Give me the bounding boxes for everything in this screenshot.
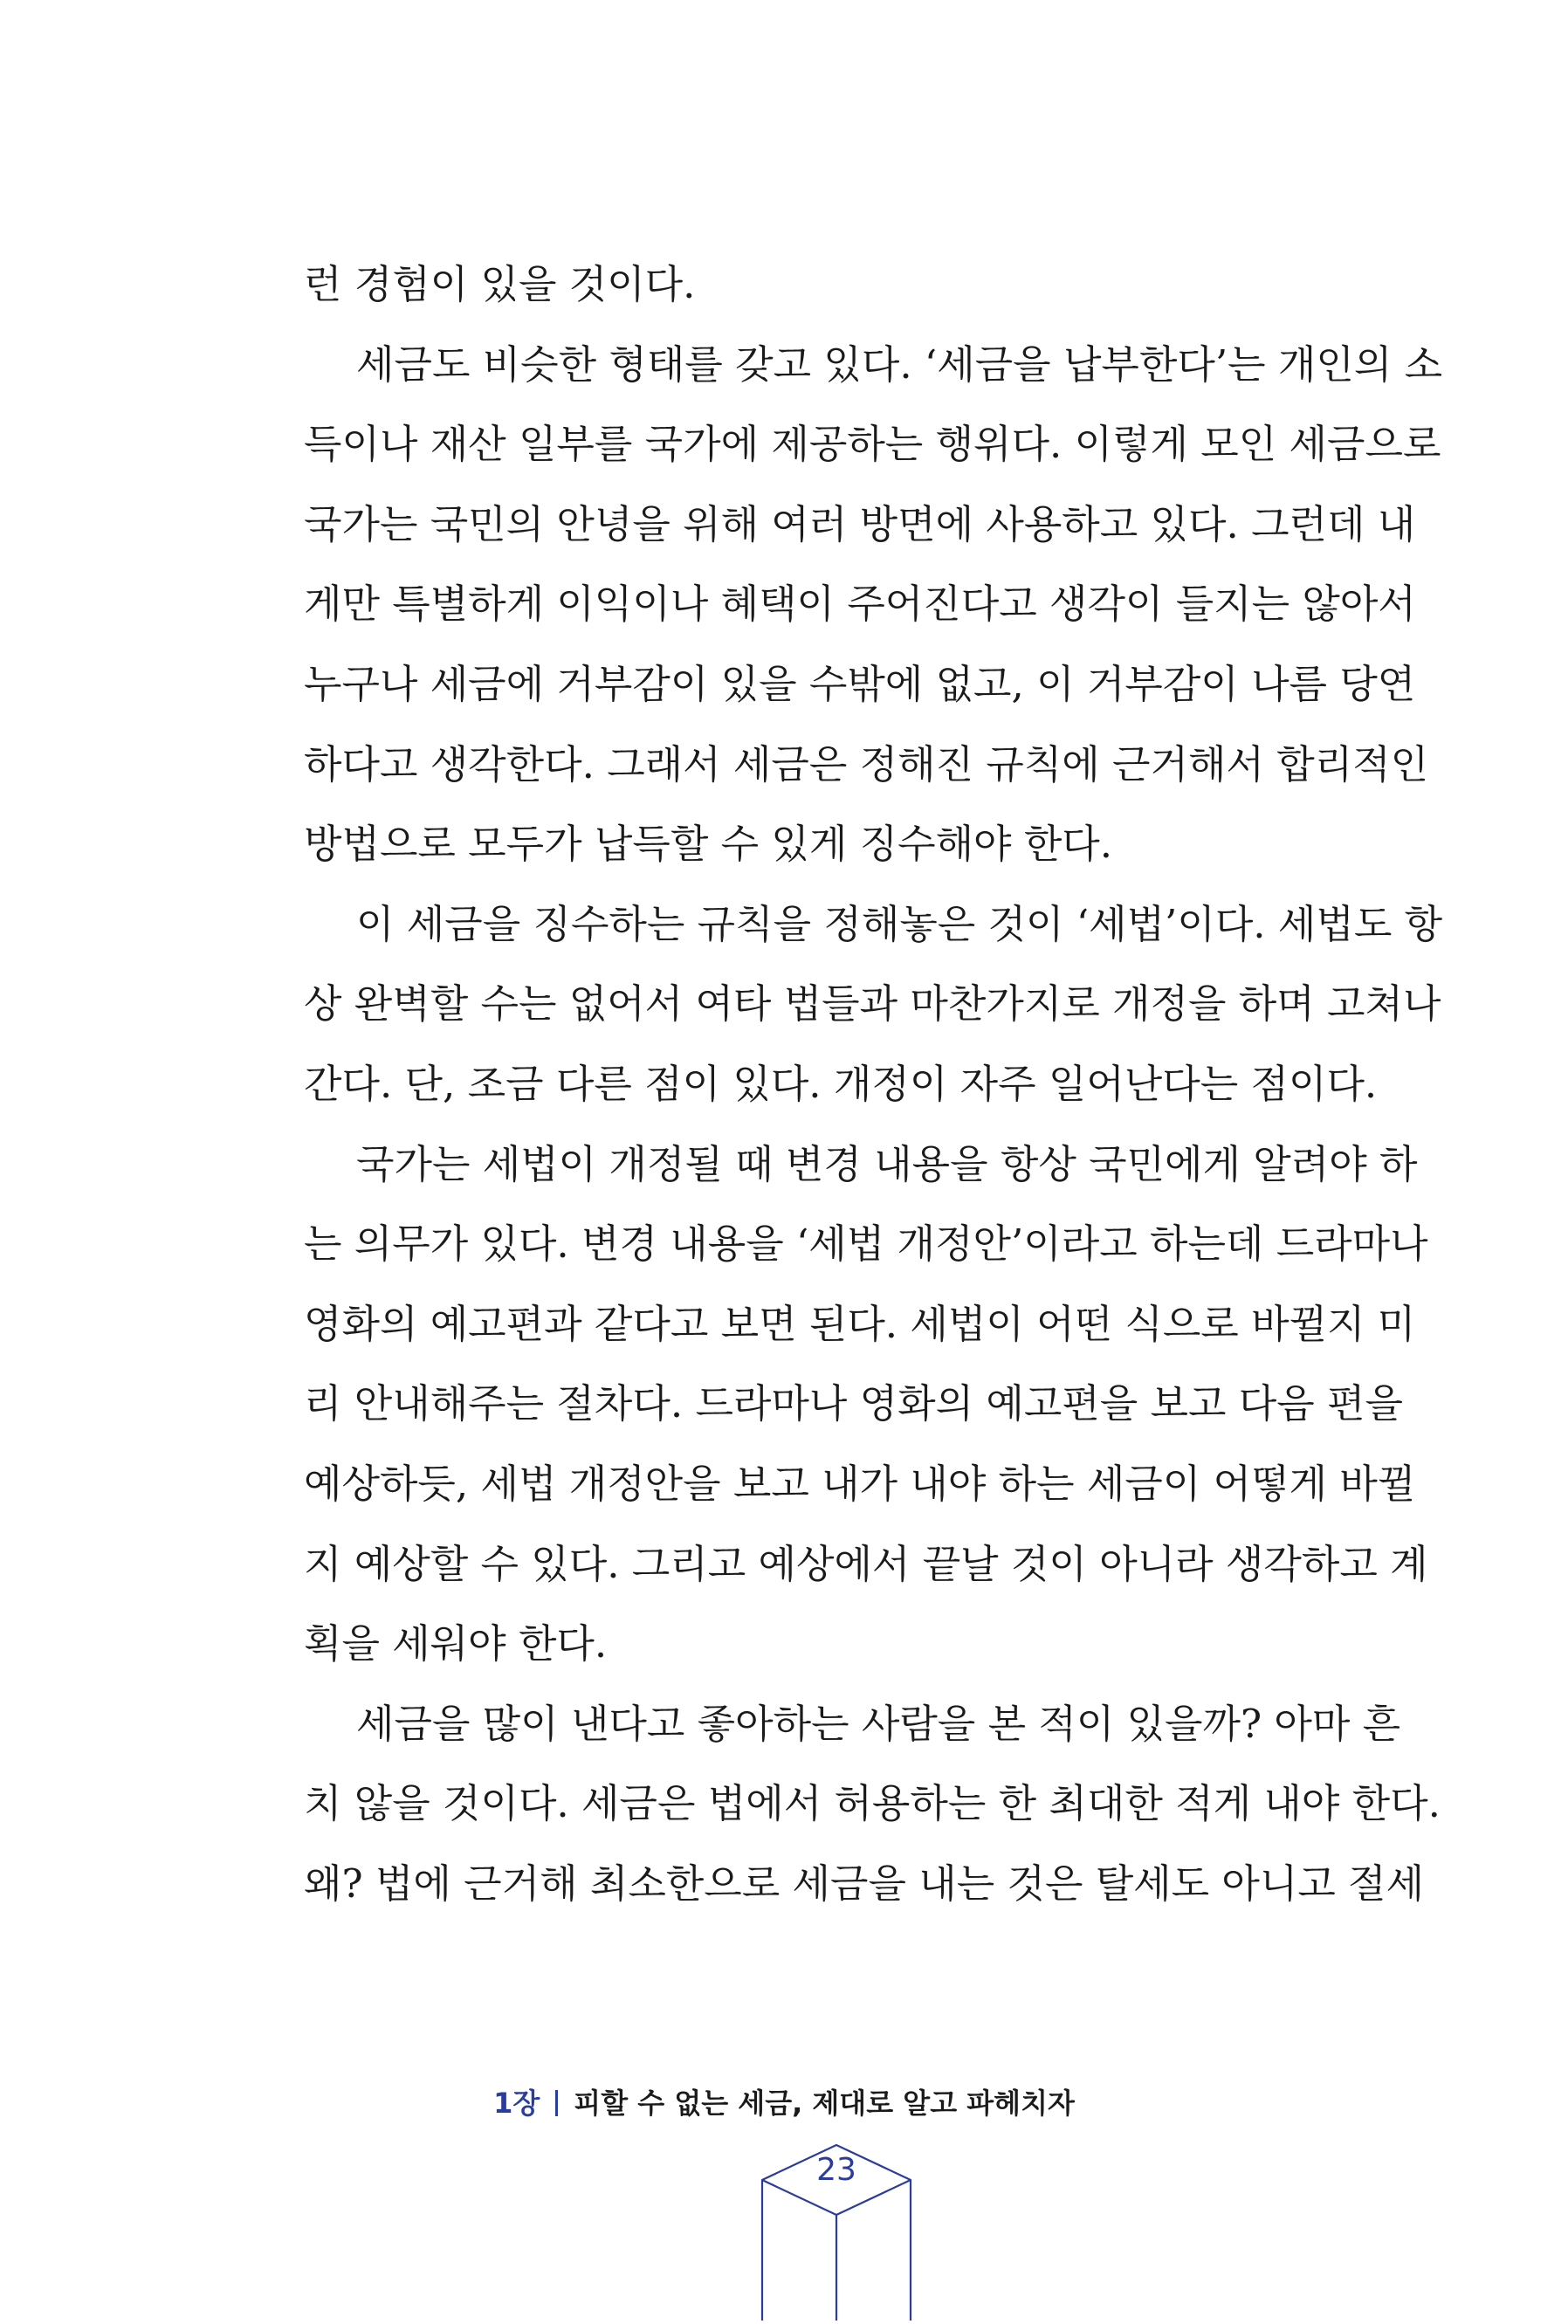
running-footer <box>0 2081 1568 2121</box>
text-line: 치 않을 것이다. 세금은 법에서 허용하는 한 최대한 적게 내야 한다. <box>304 1780 1441 1827</box>
page-number-badge <box>758 2143 915 2321</box>
text-line: 세금도 비슷한 형태를 갖고 있다. ‘세금을 납부한다’는 개인의 소 <box>356 340 1443 388</box>
text-line: 세금을 많이 낸다고 좋아하는 사람을 본 적이 있을까? 아마 흔 <box>356 1700 1401 1747</box>
text-line: 지 예상할 수 있다. 그리고 예상에서 끝날 것이 아니라 생각하고 계 <box>304 1540 1428 1587</box>
text-line: 국가는 세법이 개정될 때 변경 내용을 항상 국민에게 알려야 하 <box>356 1140 1418 1187</box>
page-number: 23 <box>816 2152 856 2188</box>
text-line: 이 세금을 징수하는 규칙을 정해놓은 것이 ‘세법’이다. 세법도 항 <box>356 900 1443 947</box>
text-line: 예상하듯, 세법 개정안을 보고 내가 내야 하는 세금이 어떻게 바뀔 <box>304 1460 1416 1507</box>
text-line: 획을 세워야 한다. <box>304 1620 608 1667</box>
text-line: 왜? 법에 근거해 최소한으로 세금을 내는 것은 탈세도 아니고 절세 <box>304 1860 1425 1907</box>
text-line: 하다고 생각한다. 그래서 세금은 정해진 규칙에 근거해서 합리적인 <box>304 740 1429 787</box>
text-line: 간다. 단, 조금 다른 점이 있다. 개정이 자주 일어난다는 점이다. <box>304 1060 1378 1107</box>
text-line: 누구나 세금에 거부감이 있을 수밖에 없고, 이 거부감이 나름 당연 <box>304 660 1416 707</box>
text-line: 국가는 국민의 안녕을 위해 여러 방면에 사용하고 있다. 그런데 내 <box>304 500 1416 547</box>
text-line: 는 의무가 있다. 변경 내용을 ‘세법 개정안’이라고 하는데 드라마나 <box>304 1220 1428 1268</box>
text-line: 리 안내해주는 절차다. 드라마나 영화의 예고편을 보고 다음 편을 <box>304 1380 1403 1427</box>
text-line: 상 완벽할 수는 없어서 여타 법들과 마찬가지로 개정을 하며 고쳐나 <box>304 980 1441 1028</box>
chapter-title: 피할 수 없는 세금, 제대로 알고 파헤치자 <box>574 2087 1075 2120</box>
text-line: 영화의 예고편과 같다고 보면 된다. 세법이 어떤 식으로 바뀔지 미 <box>304 1300 1416 1347</box>
text-line: 게만 특별하게 이익이나 혜택이 주어진다고 생각이 들지는 않아서 <box>304 581 1416 628</box>
text-line: 득이나 재산 일부를 국가에 제공하는 행위다. 이렇게 모인 세금으로 <box>304 421 1441 468</box>
text-line: 런 경험이 있을 것이다. <box>304 261 696 307</box>
text-line: 방법으로 모두가 납득할 수 있게 징수해야 한다. <box>304 821 1113 868</box>
footer-separator <box>555 2090 558 2116</box>
body-text <box>304 244 1443 1923</box>
chapter-number: 1장 <box>493 2087 540 2120</box>
